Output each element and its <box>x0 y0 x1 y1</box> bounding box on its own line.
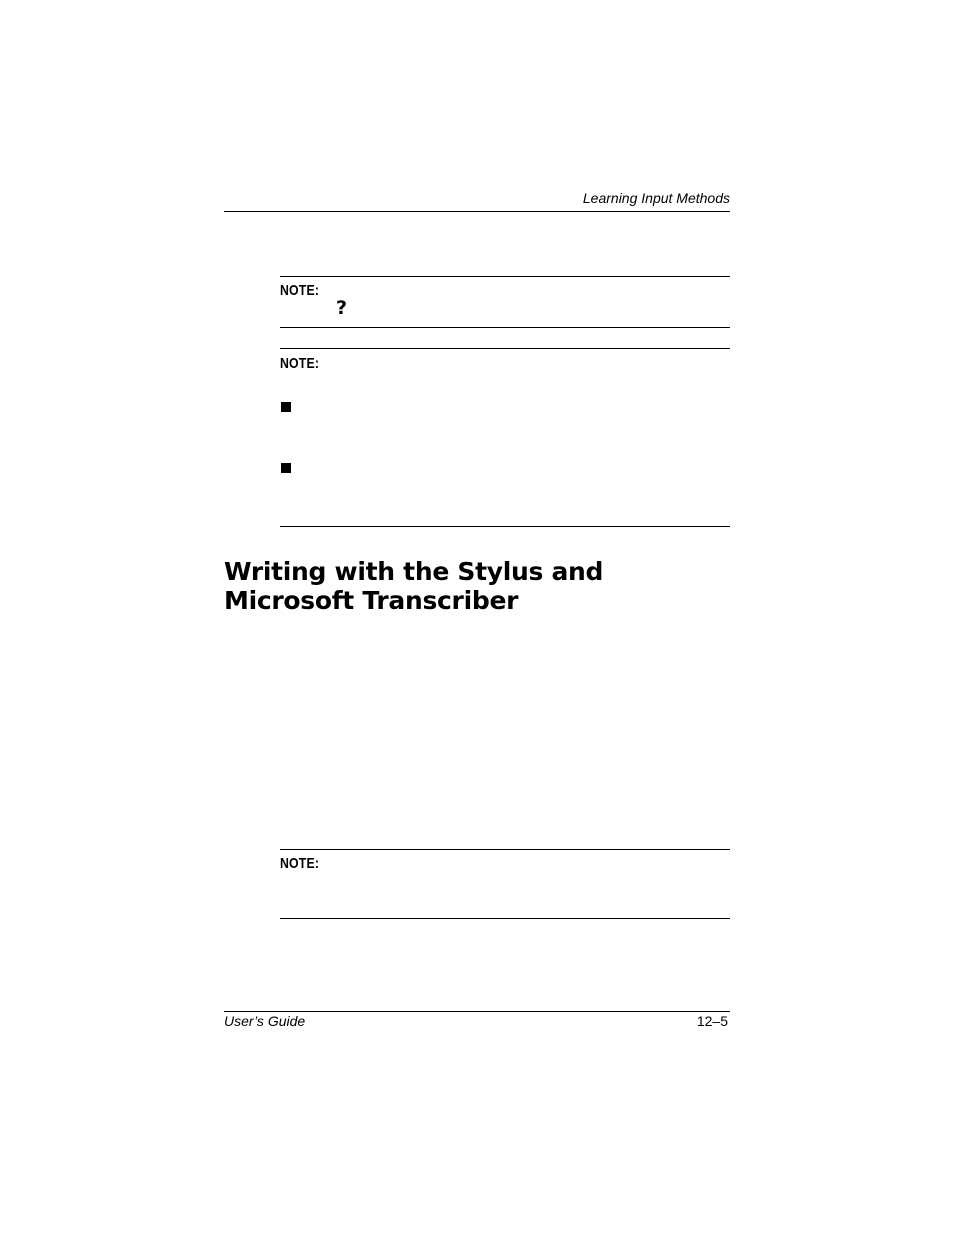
section-heading-line-1: Writing with the Stylus and <box>224 557 604 586</box>
running-header-title: Learning Input Methods <box>582 190 730 206</box>
square-bullet-icon <box>281 463 291 473</box>
section-heading <box>224 557 603 615</box>
note-2-top-rule <box>280 348 730 349</box>
footer-divider <box>224 1011 730 1012</box>
square-bullet-icon <box>281 402 291 412</box>
note-3-top-rule <box>280 849 730 850</box>
question-mark-icon: ? <box>336 297 348 319</box>
header-divider <box>224 211 730 212</box>
note-2-bottom-rule <box>280 526 730 527</box>
footer-guide-title: User’s Guide <box>224 1013 306 1029</box>
section-heading-line-2: Microsoft Transcriber <box>224 586 519 615</box>
note-1-label: NOTE: <box>280 282 320 299</box>
note-1-top-rule <box>280 276 730 277</box>
note-1-bottom-rule <box>280 327 730 328</box>
note-3-label: NOTE: <box>280 855 320 872</box>
note-2-label: NOTE: <box>280 355 320 372</box>
footer-page-number: 12–5 <box>696 1013 728 1029</box>
note-3-bottom-rule <box>280 918 730 919</box>
